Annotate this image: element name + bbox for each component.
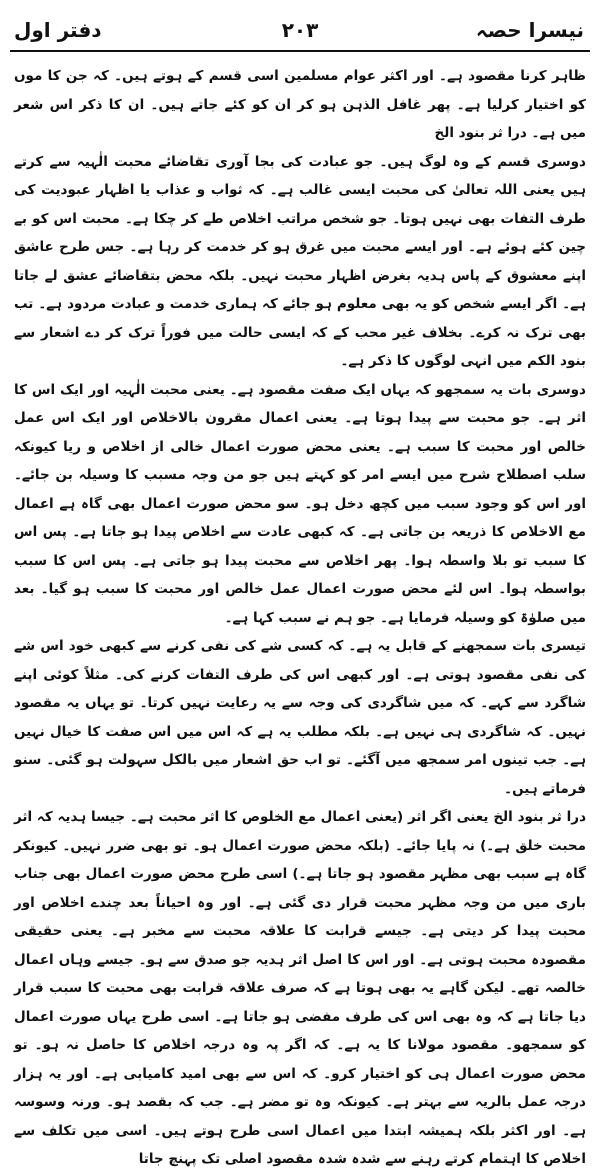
paragraph-2: دوسری قسم کے وہ لوگ ہیں۔ جو عبادت کی بجا آوری تقاضائے محبت الٰہیہ سے کرتے ہیں یعنی اللہ تعالیٰ کی محبت ایسی غالب ہے۔ کہ ثواب و عذاب یا اظہار عبودیت کی طرف التفات بھی نہیں ہوتا۔ جو شخص مراتب اخلاص طے کر چکا ہے۔ محبت اس کو بے چین کئے ہوئے ہے۔ اور ایسے محبت میں غرق ہو کر خدمت کر رہا ہے۔ جس طرح عاشق اپنے معشوق کے پاس ہدیہ بغرض اظہار محبت نہیں۔ بلکہ محض بتقاضائے عشق لے جاتا ہے۔ اگر ایسے شخص کو یہ بھی معلوم ہو جائے کہ ہماری خدمت و عبادت مردود ہے۔ تب بھی ترک نہ کرے۔ بخلاف غیر محب کے کہ ایسی حالت میں فوراً ترک کر دے اشعار سے بنود الکم میں انہی لوگوں کا ذکر ہے۔	[14, 153, 586, 369]
page-number: ۲۰۳	[281, 18, 319, 42]
paragraph-5: درا ثر بنود الخ یعنی اگر اثر (یعنی اعمال مع الخلوص کا اثر محبت ہے۔ جیسا ہدیہ کہ اثر محبت خلق ہے۔) نہ پایا جائے۔ (بلکہ محض صورت اعمال ہو۔ تو بھی ضرر نہیں۔ کیونکر گاہ ہے سبب بھی مظہر مقصود ہو جاتا ہے۔) اسی طرح محض صورت اعمال بھی جناب باری میں من وجہ مظہر محبت قرار دی گئی ہے۔ اور وہ احیاناً بعد چندے اخلاص اور محبت پیدا کر دیتی ہے۔ جیسے قرابت کا علاقہ محبت سے مخبر ہے۔ یعنی حقیقی مقصودہ محبت ہوتی ہے۔ اور اس کا اصل اثر ہدیہ جو صدق سے ہو۔ جیسے وہاں اعمال خالصہ تھے۔ لیکن گاہے یہ بھی ہوتا ہے کہ صرف علاقہ قرابت بھی محبت کا سبب قرار دیا جاتا ہے کہ وہ بھی اس کی طرف مفضی ہو جاتا ہے۔ اسی طرح یہاں صورت اعمال کو سمجھو۔ مقصود مولانا کا یہ ہے۔ کہ اگر پہ وہ درجہ اخلاص کا حاصل نہ ہو۔ تو محض صورت اعمال ہی کو اختیار کرو۔ کہ اس سے بھی امید کامیابی ہے۔ اور یہ ہزار درجہ عمل بالریہ سے بہتر ہے۔ کیونکہ وہ تو مضر ہے۔ جب کہ بقصد ہو۔ ورنہ وسوسہ ہے۔ اور اکثر بلکہ ہمیشہ ابتدا میں اعمال اسی طرح ہوتے ہیں۔ اسی میں تکلف سے اخلاص کا اہتمام کرتے رہنے سے شدہ شدہ مقصود اصلی تک پہنچ جاتا	[14, 809, 586, 1167]
header-right-title: نیسرا حصہ	[475, 18, 584, 42]
page-header	[10, 10, 590, 54]
header-rule	[10, 50, 590, 52]
paragraph-3: دوسری بات یہ سمجھو کہ یہاں ایک صفت مقصود ہے۔ یعنی محبت الٰہیہ اور ایک اس کا اثر ہے۔ جو محبت سے پیدا ہوتا ہے۔ یعنی اعمال مقرون بالاخلاص اور ایک اس عمل خالص اور محبت کا سبب ہے۔ یعنی محض صورت اعمال خالی از اخلاص و ریا کیونکہ سلب اصطلاح شرح میں ایسے امر کو کہتے ہیں جو من وجہ مسبب کا وسیلہ بن جائے۔ اور اس کو وجود سبب میں کچھ دخل ہو۔ سو محض صورت اعمال بھی گاہ ہے اعمال مع الاخلاص کا ذریعہ بن جاتی ہے۔ کہ کبھی عادت سے اخلاص پیدا ہو جاتا ہے۔ پس اس کا سبب تو بلا واسطہ ہوا۔ پھر اخلاص سے محبت پیدا ہو جاتی ہے۔ پس اس کا سبب بواسطہ ہوا۔ اس لئے محض صورت اعمال عمل خالص اور محبت کا سبب ہو گیا۔ بعد میں صلوٰۃ کو وسیلہ فرمایا ہے۔ جو ہم نے سبب کہا ہے۔	[14, 381, 586, 626]
paragraph-1: ظاہر کرنا مقصود ہے۔ اور اکثر عوام مسلمین اسی قسم کے ہوتے ہیں۔ کہ جن کا موں کو اختیار کرلیا ہے۔ پھر غافل الذہن ہو کر ان کو کئے جاتے ہیں۔ ان کا ذکر اس شعر میں ہے۔ درا ثر بنود الخ	[14, 68, 586, 141]
paragraph-4: تیسری بات سمجھنے کے قابل یہ ہے۔ کہ کسی شے کی نفی کرنے سے کبھی خود اس شے کی نفی مقصود ہوتی ہے۔ اور کبھی اس کی طرف التفات کرنے کی۔ مثلاً کوئی اپنے شاگرد سے کہے۔ کہ میں شاگردی کی وجہ سے یہ رعایت نہیں کرتا۔ تو یہاں یہ مقصود نہیں۔ کہ شاگردی ہی نہیں ہے۔ بلکہ مطلب یہ ہے کہ اس میں اس صفت کا خیال نہیں ہے۔ جب تینوں امر سمجھ میں آگئے۔ تو اب حق اشعار میں بالکل سہولت ہو گئی۔ سنو فرماتے ہیں۔	[14, 638, 586, 797]
body-text	[10, 62, 590, 1174]
header-left-title: دفتر اول	[14, 18, 102, 42]
page	[10, 10, 590, 1167]
